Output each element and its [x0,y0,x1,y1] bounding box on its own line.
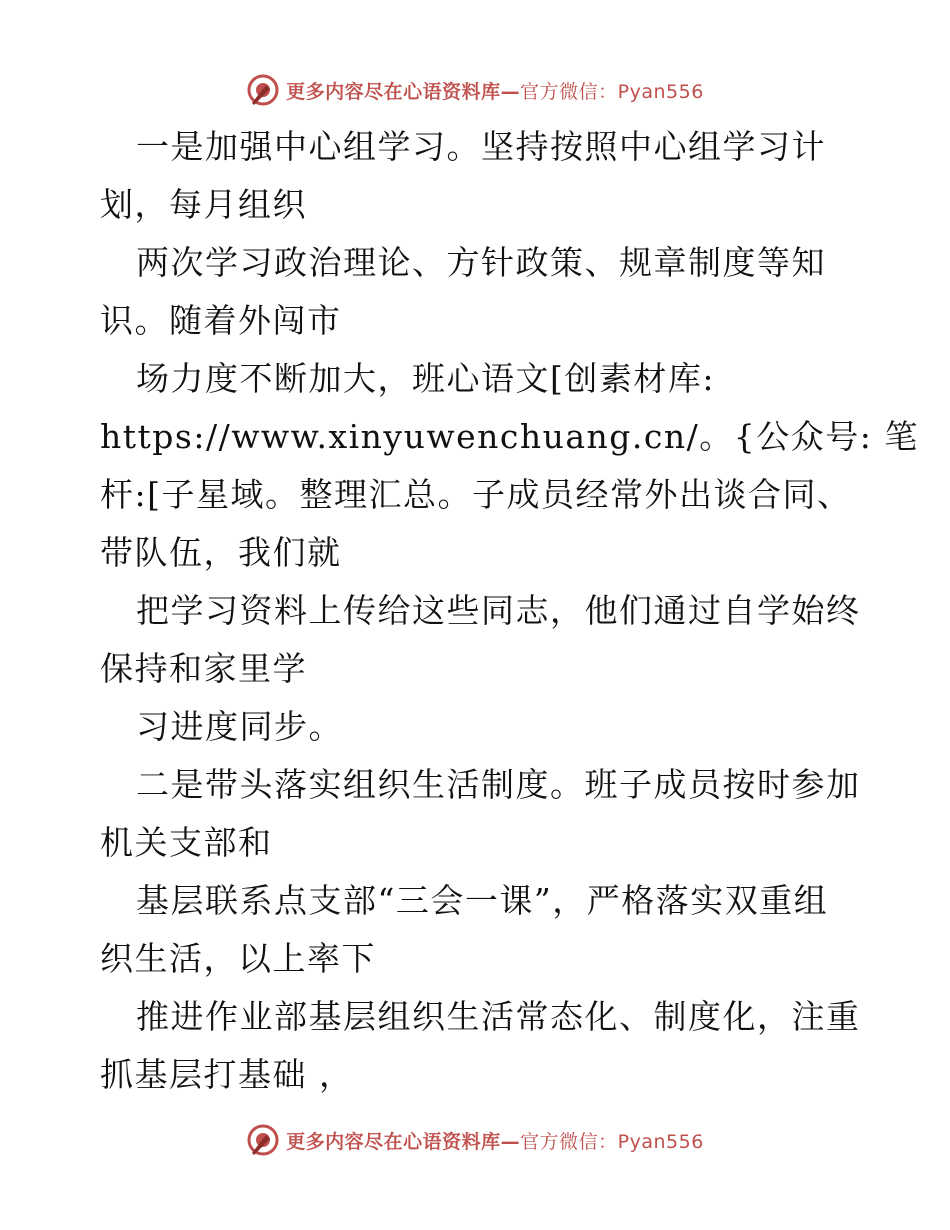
header-banner [0,70,950,110]
footer-banner-text [286,1127,704,1154]
pen-logo-icon [246,1123,280,1157]
header-banner-text [286,77,704,104]
text-line: 二是带头落实组织生活制度。班子成员按时参加 [136,765,861,804]
text-line: 识。随着外闯市 [100,301,342,340]
footer-banner [0,1120,950,1160]
header-banner-wechat: 官方微信：Pyan556 [520,80,704,103]
text-line: 带队伍，我们就 [100,533,342,572]
text-line: 基层联系点支部“三会一课”，严格落实双重组 [136,881,829,920]
text-line: 杆:[子星域。整理汇总。子成员经常外出谈合同、 [100,475,852,514]
text-line: 一是加强中心组学习。坚持按照中心组学习计 [136,127,826,166]
text-line: 两次学习政治理论、方针政策、规章制度等知 [136,243,826,282]
text-line: 习进度同步。 [136,707,343,746]
text-line: 保持和家里学 [100,649,307,688]
text-line: 织生活，以上率下 [100,939,376,978]
pen-logo-icon [246,73,280,107]
footer-banner-wechat: 官方微信：Pyan556 [520,1130,704,1153]
footer-banner-main: 更多内容尽在心语资料库— [286,1130,521,1153]
text-line: 把学习资料上传给这些同志，他们通过自学始终 [136,591,861,630]
header-banner-main: 更多内容尽在心语资料库— [286,80,521,103]
text-line: 划，每月组织 [100,185,307,224]
text-line: 推进作业部基层组织生活常态化、制度化，注重 [136,997,861,1036]
text-line: 抓基层打基础 ， [100,1055,354,1094]
text-line: https://www.xinyuwenchuang.cn/。{公众号: 笔 [100,417,919,456]
text-line: 机关支部和 [100,823,273,862]
text-line: 场力度不断加大，班心语文[创素材库: [136,359,715,398]
document-body [100,118,919,1104]
